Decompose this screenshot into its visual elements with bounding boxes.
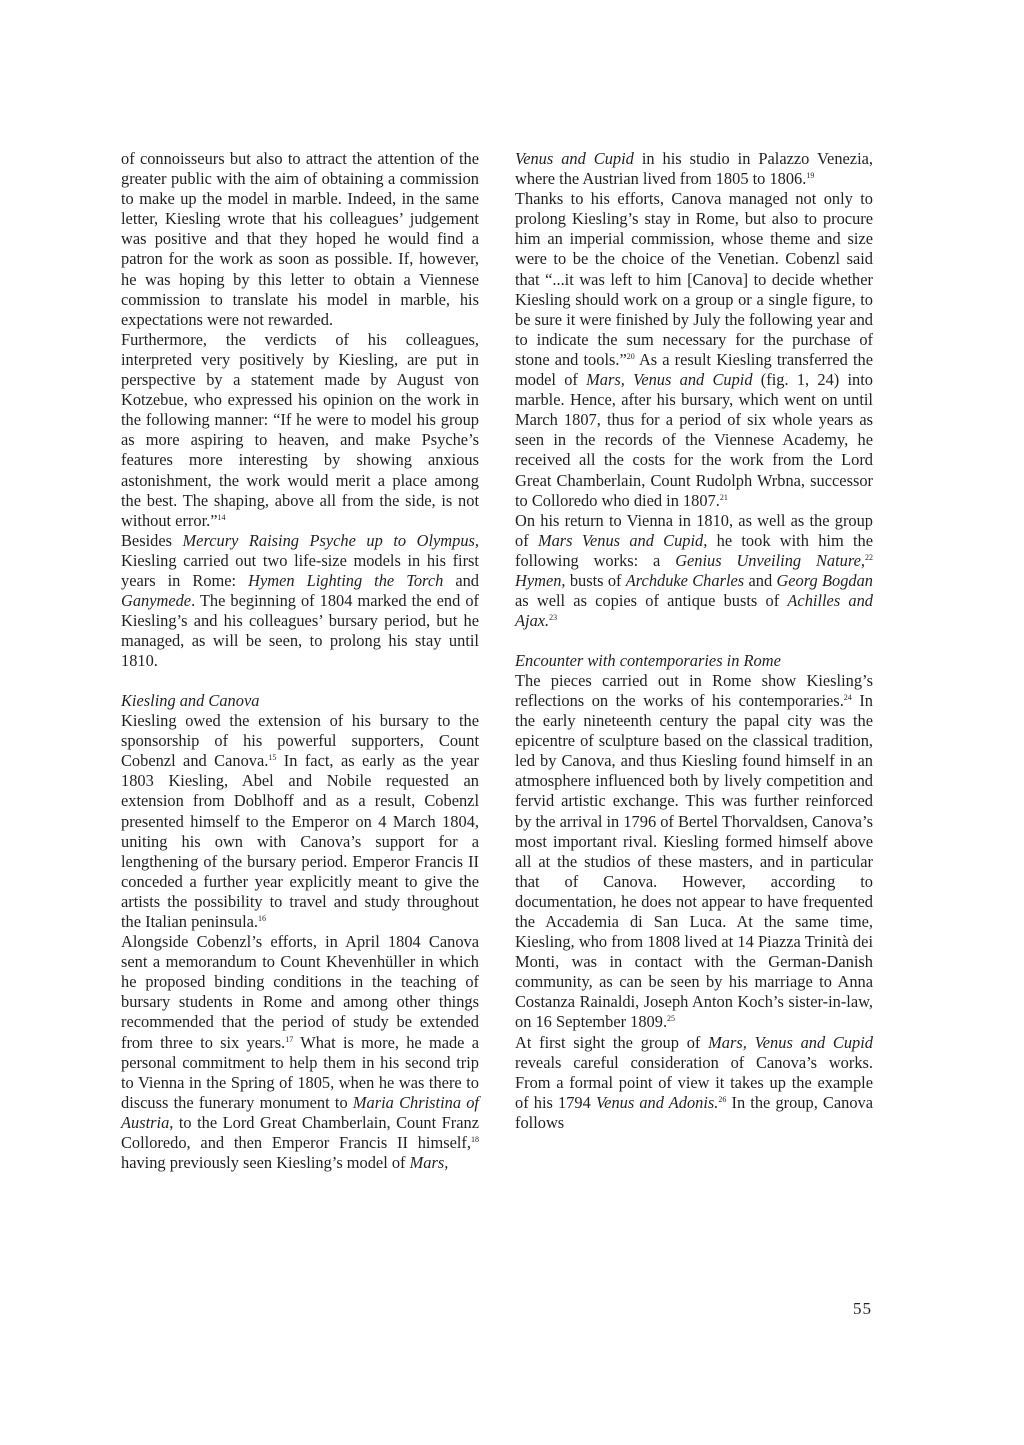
italic-title: Archduke Charles: [625, 570, 745, 590]
body-paragraph: [121, 932, 479, 1173]
text-run: Alongside Cobenzl’s efforts, in April 1804 Canova sent a memorandum to Count Khevenhüller in which he proposed binding conditions in the teaching of bursary students in Rome and among other things recommended that the period of study be extended from three to six years.: [121, 932, 479, 1052]
text-run: , busts of: [561, 570, 626, 590]
right-column: [515, 149, 873, 1133]
text-run: What is more, he made a personal commitment to help them in his second trip to Vienna in the Spring of 1805, when he was there to discuss the funerary monument to: [121, 1032, 479, 1112]
body-paragraph: [515, 189, 873, 511]
text-run: . The beginning of 1804 marked the end of Kiesling’s and his colleagues’ bursary period, but he managed, as will be seen, to prolong his stay until 1810.: [121, 591, 479, 671]
text-run: he took with him the following works: a: [515, 530, 873, 570]
italic-title: Maria Christina of Austria: [121, 1092, 479, 1132]
footnote-ref: 14: [217, 512, 226, 522]
body-paragraph: [121, 330, 479, 531]
footnote-ref: 15: [268, 753, 277, 763]
text-run: As a result Kiesling transferred the model of: [515, 349, 873, 390]
body-paragraph: [121, 149, 479, 330]
text-run: as well as copies of antique busts of: [515, 591, 788, 611]
italic-title: Venus and Cupid: [515, 149, 634, 168]
text-run: and: [443, 570, 479, 590]
footnote-ref: 24: [843, 692, 852, 702]
italic-title: Hymen Lighting the Torch: [248, 570, 444, 590]
footnote-ref: 19: [806, 171, 815, 181]
italic-title: Mars Venus and Cupid,: [537, 530, 708, 550]
text-run: In the group, Canova follows: [515, 1092, 873, 1132]
footnote-ref: 18: [471, 1135, 479, 1144]
text-run: having previously seen Kiesling’s model of: [121, 1153, 410, 1173]
text-run: Kiesling owed the extension of his bursary to the sponsorship of his powerful supporters, Count Cobenzl and Canova.: [121, 711, 479, 771]
page-number: 55: [853, 1299, 872, 1318]
body-paragraph: [121, 531, 479, 672]
text-run: , to the Lord Great Chamberlain, Count Franz Colloredo, and then Emperor Francis II himself,: [121, 1112, 479, 1152]
text-run: ,: [860, 550, 865, 570]
section-heading: Encounter with contemporaries in Rome: [515, 650, 781, 670]
text-run: of connoisseurs but also to attract the attention of the greater public with the aim of obtaining a commission to make up the model in marble. Indeed, in the same letter, Kiesling wrote that his colleagues’ judgement was positive and that they hoped he would find a patron for the work as soon as possible. If, however, he was hoping by this letter to obtain a Viennese commission to translate his model in marble, his expectations were not rewarded.: [121, 149, 479, 329]
text-run: On his return to Vienna in 1810, as well as the group of: [515, 510, 873, 550]
text-run: and: [744, 570, 777, 590]
text-run: reveals careful consideration of Canova’s works. From a formal point of view it takes up the example of his 1794: [515, 1052, 873, 1112]
italic-title: Mars, Venus and Cupid: [586, 370, 753, 390]
body-paragraph: [515, 149, 873, 189]
footnote-ref: 17: [285, 1034, 294, 1044]
footnote-ref: 23: [549, 613, 558, 623]
footnote-ref: 21: [719, 492, 728, 502]
text-run: Thanks to his efforts, Canova managed not only to prolong Kiesling’s stay in Rome, but also to procure him an imperial commission, whose theme and size were to be the choice of the Venetian. Cobenzl said that “...it was left to him [Canova] to decide whether Kiesling should work on a group or a single figure, to be sure it were finished by July the following year and to indicate the sum necessary for the purchase of stone and tools.”: [515, 189, 873, 369]
text-run: Besides: [121, 530, 183, 550]
body-paragraph: [515, 511, 873, 632]
text-run: Kiesling carried out two life-size models in his first years in Rome:: [121, 550, 479, 590]
footnote-ref: 25: [667, 1014, 676, 1024]
italic-title: Mars, Venus and Cupid: [708, 1032, 873, 1052]
italic-title: Hymen: [515, 570, 562, 590]
text-run: In the early nineteenth century the papal city was the epicentre of sculpture based on the classical tradition, led by Canova, and thus Kiesling found himself in an atmosphere influenced both by lively competition and fervid artistic exchange. This was further reinforced by the arrival in 1796 of Bertel Thorvaldsen, Canova’s most important rival. Kiesling formed himself above all at the studios of these masters, and in particular that of Canova. However, according to documentation, he does not appear to have frequented the Accademia di San Luca. At the same time, Kiesling, who from 1808 lived at 14 Piazza Trinità dei Monti, was in contact with the German-Danish community, as can be seen by his marriage to Anna Costanza Rainaldi, Joseph Anton Koch’s sister-in-law, on 16 September 1809.: [515, 690, 873, 1032]
italic-title: Genius Unveiling Nature: [675, 550, 861, 570]
footnote-ref: 20: [626, 351, 635, 361]
italic-title: Georg Bogdan: [776, 570, 873, 590]
italic-title: Mercury Raising Psyche up to Olympus,: [182, 530, 479, 550]
text-run: At first sight the group of: [515, 1032, 709, 1052]
footnote-ref: 26: [718, 1094, 727, 1104]
italic-title: Mars,: [409, 1153, 449, 1173]
body-paragraph: [121, 711, 479, 932]
text-run: in his studio in Palazzo Venezia, where the Austrian lived from 1805 to 1806.: [515, 149, 874, 189]
body-paragraph: [515, 1033, 873, 1133]
footnote-ref: 22: [865, 552, 873, 562]
footnote-ref: 16: [258, 913, 266, 923]
italic-title: Achilles and Ajax.: [515, 591, 874, 631]
text-run: Furthermore, the verdicts of his colleagues, interpreted very positively by Kiesling, are put in perspective by a statement made by August von Kotzebue, who expressed his opinion on the work in the following manner: “If he were to model his group as more aspiring to heaven, and make Psyche’s features more interesting by showing anxious astonishment, the work would merit a place among the best. The shaping, above all from the side, is not without error.”: [121, 329, 479, 530]
text-run: In fact, as early as the year 1803 Kiesling, Abel and Nobile requested an extension from Doblhoff and as a result, Cobenzl presented himself to the Emperor on 4 March 1804, uniting his own with Canova’s support for a lengthening of the bursary period. Emperor Francis II conceded a further year explicitly meant to give the artists the possibility to travel and study throughout the Italian peninsula.: [121, 751, 479, 931]
text-run: The pieces carried out in Rome show Kiesling’s reflections on the works of his contemporaries.: [515, 670, 873, 710]
text-run: (fig. 1, 24) into marble. Hence, after his bursary, which went on until March 1807, thus for a period of six whole years as seen in the records of the Viennese Academy, he received all the costs for the work from the Lord Great Chamberlain, Count Rudolph Wrbna, successor to Colloredo who died in 1807.: [515, 370, 873, 510]
italic-title: Venus and Adonis.: [595, 1092, 719, 1112]
left-column: [121, 149, 479, 1173]
body-paragraph: [515, 671, 873, 1033]
section-heading: Kiesling and Canova: [121, 690, 260, 710]
italic-title: Ganymede: [121, 591, 192, 611]
